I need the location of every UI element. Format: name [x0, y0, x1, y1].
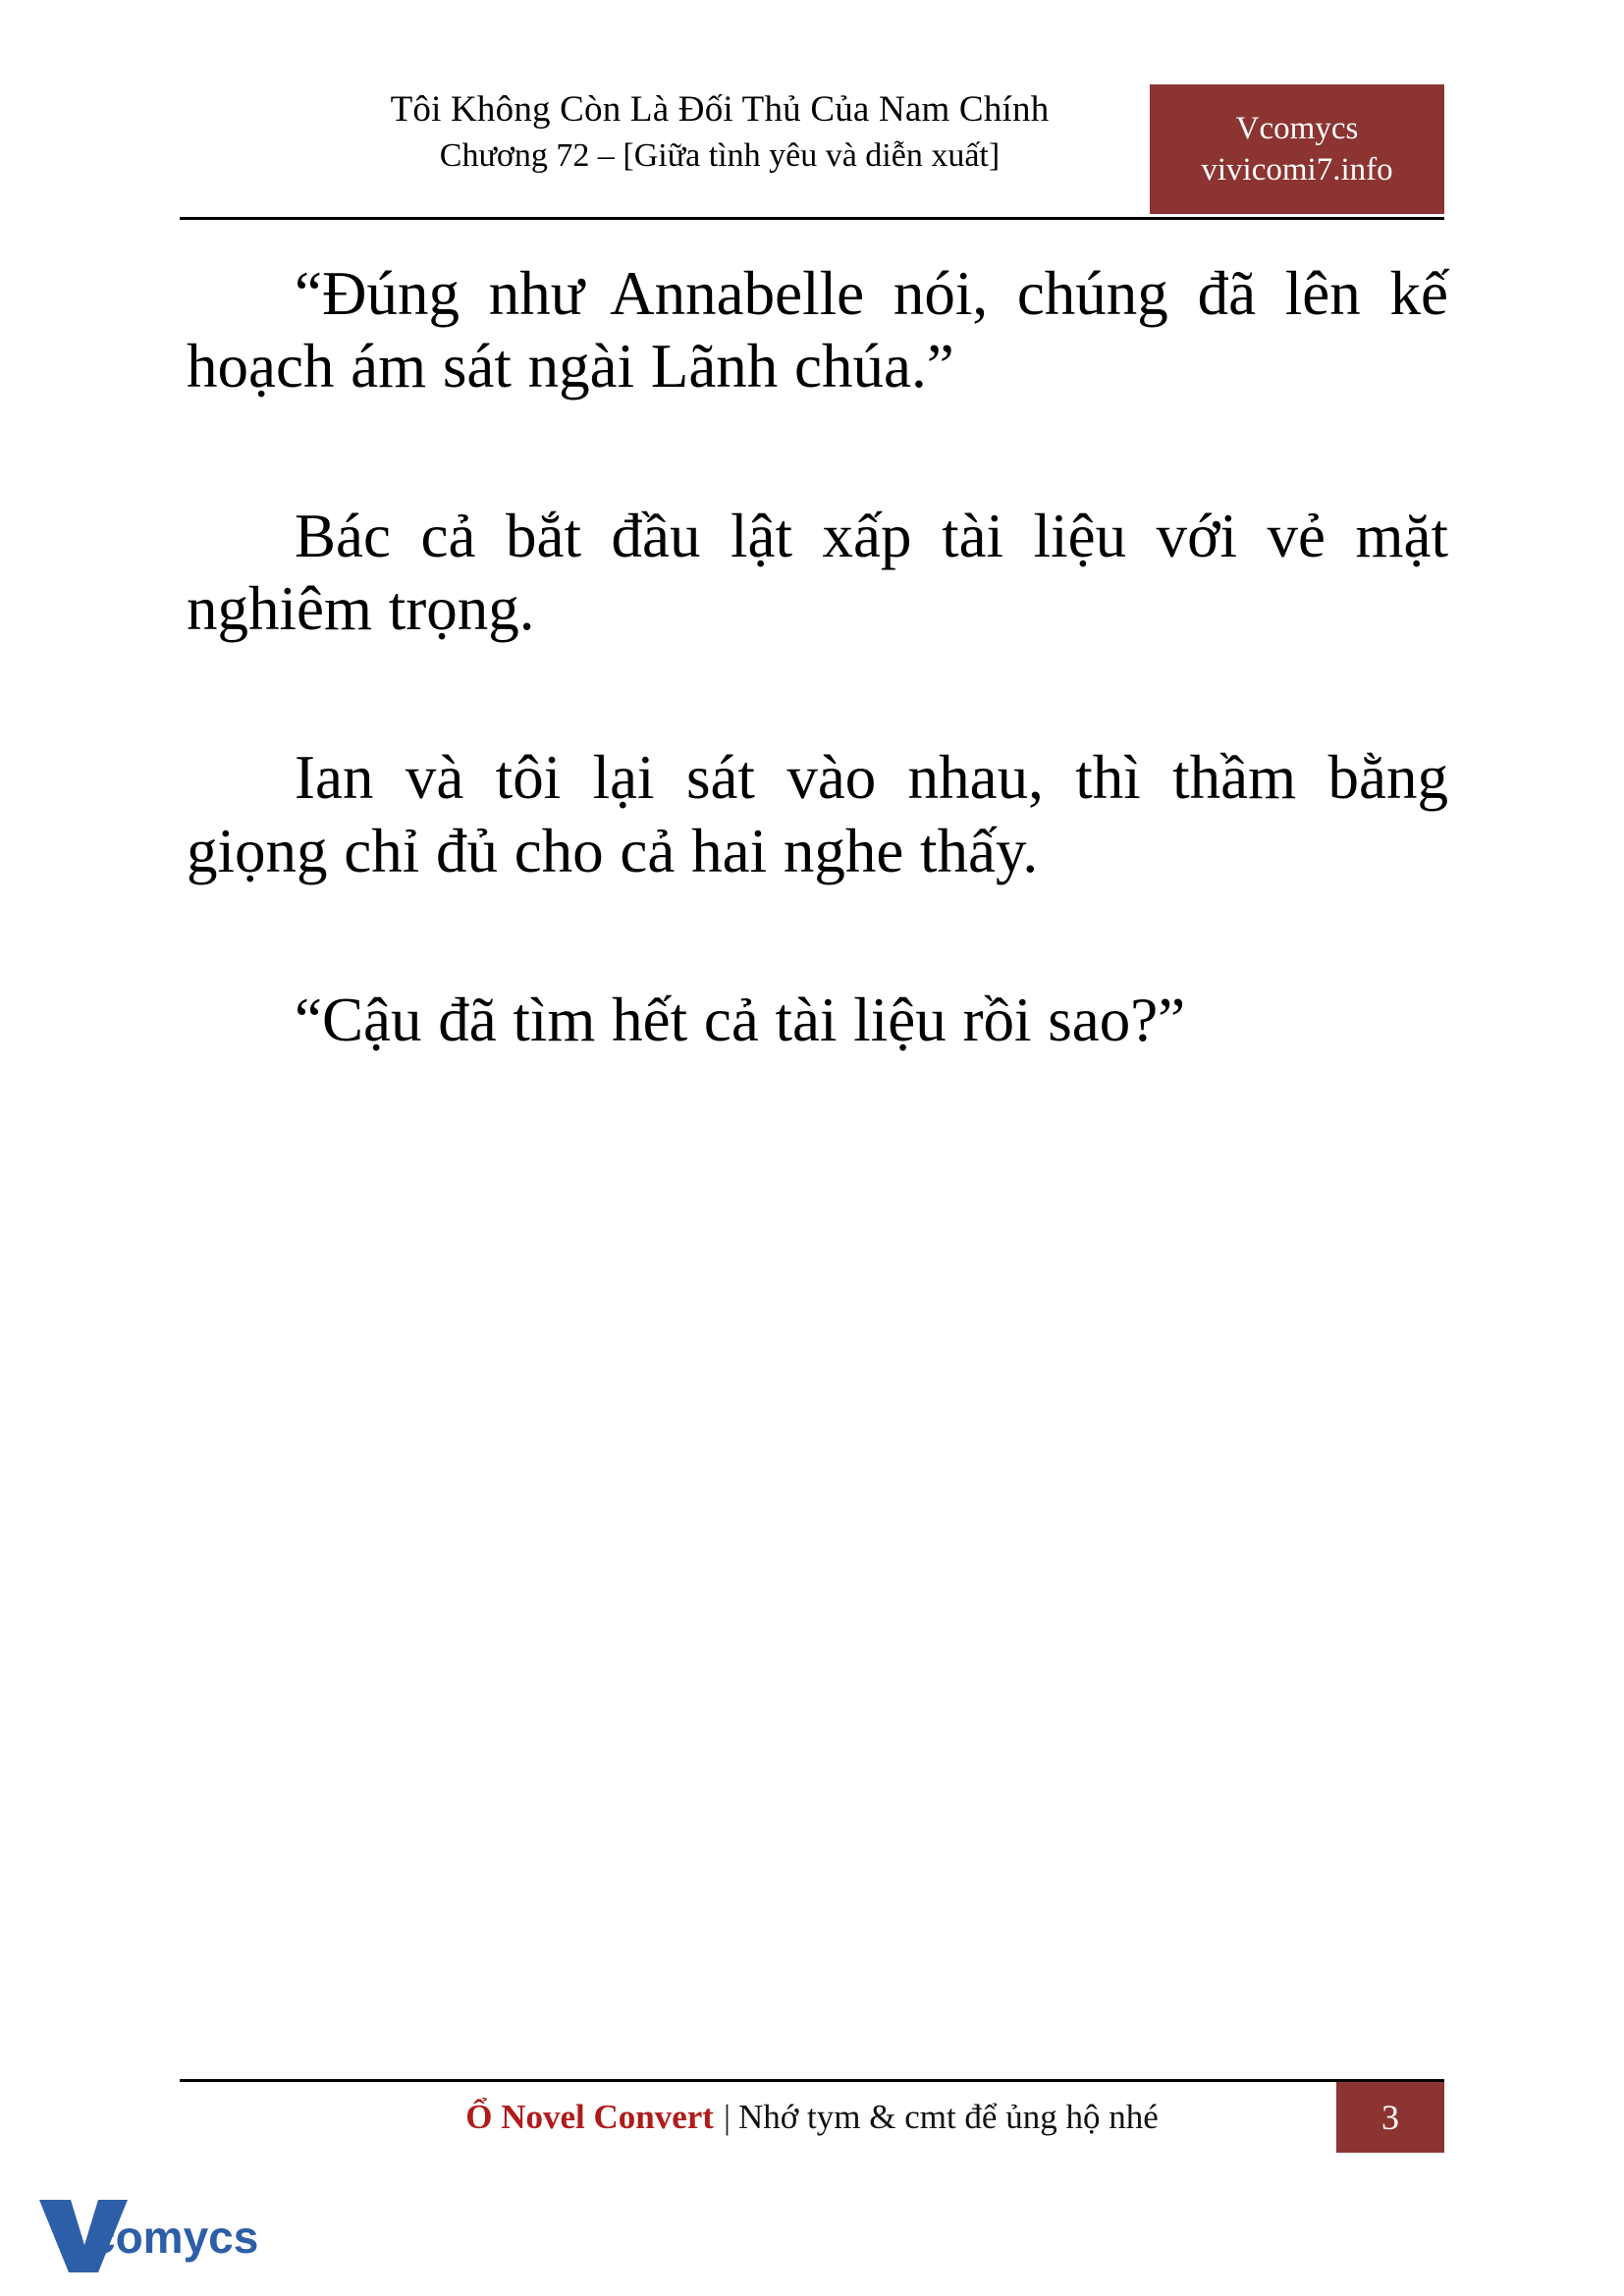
- site-badge-name: Vcomycs: [1235, 110, 1359, 146]
- novel-title: Tôi Không Còn Là Đối Thủ Của Nam Chính: [390, 89, 1050, 130]
- paragraph: Ian và tôi lại sát vào nhau, thì thầm bằng giọng chỉ đủ cho cả hai nghe thấy.: [187, 743, 1448, 885]
- page-number: 3: [1336, 2082, 1444, 2153]
- footer-separator: |: [723, 2098, 731, 2136]
- header-title-block: [180, 86, 1260, 179]
- site-badge-url: vivicomi7.info: [1201, 152, 1393, 187]
- page-footer: [180, 2079, 1444, 2158]
- page-header: [180, 86, 1444, 219]
- header-divider: [180, 217, 1444, 220]
- footer-credit: [180, 2082, 1444, 2153]
- vcomycs-watermark-logo: [33, 2184, 259, 2277]
- paragraph: “Đúng như Annabelle nói, chúng đã lên kế hoạch ám sát ngài Lãnh chúa.”: [187, 259, 1448, 401]
- footer-brand: Ổ Novel Convert: [465, 2098, 714, 2136]
- footer-note: Nhớ tym & cmt để ủng hộ nhé: [737, 2098, 1159, 2136]
- paragraph: “Cậu đã tìm hết cả tài liệu rồi sao?”: [295, 985, 1186, 1054]
- svg-text:comycs: comycs: [90, 2212, 259, 2263]
- paragraph: Bác cả bắt đầu lật xấp tài liệu với vẻ mặt nghiêm trọng.: [187, 501, 1448, 643]
- chapter-title: Chương 72 – [Giữa tình yêu và diễn xuất]: [439, 136, 1001, 174]
- site-badge: [1150, 84, 1444, 214]
- page-content: [187, 257, 1448, 1056]
